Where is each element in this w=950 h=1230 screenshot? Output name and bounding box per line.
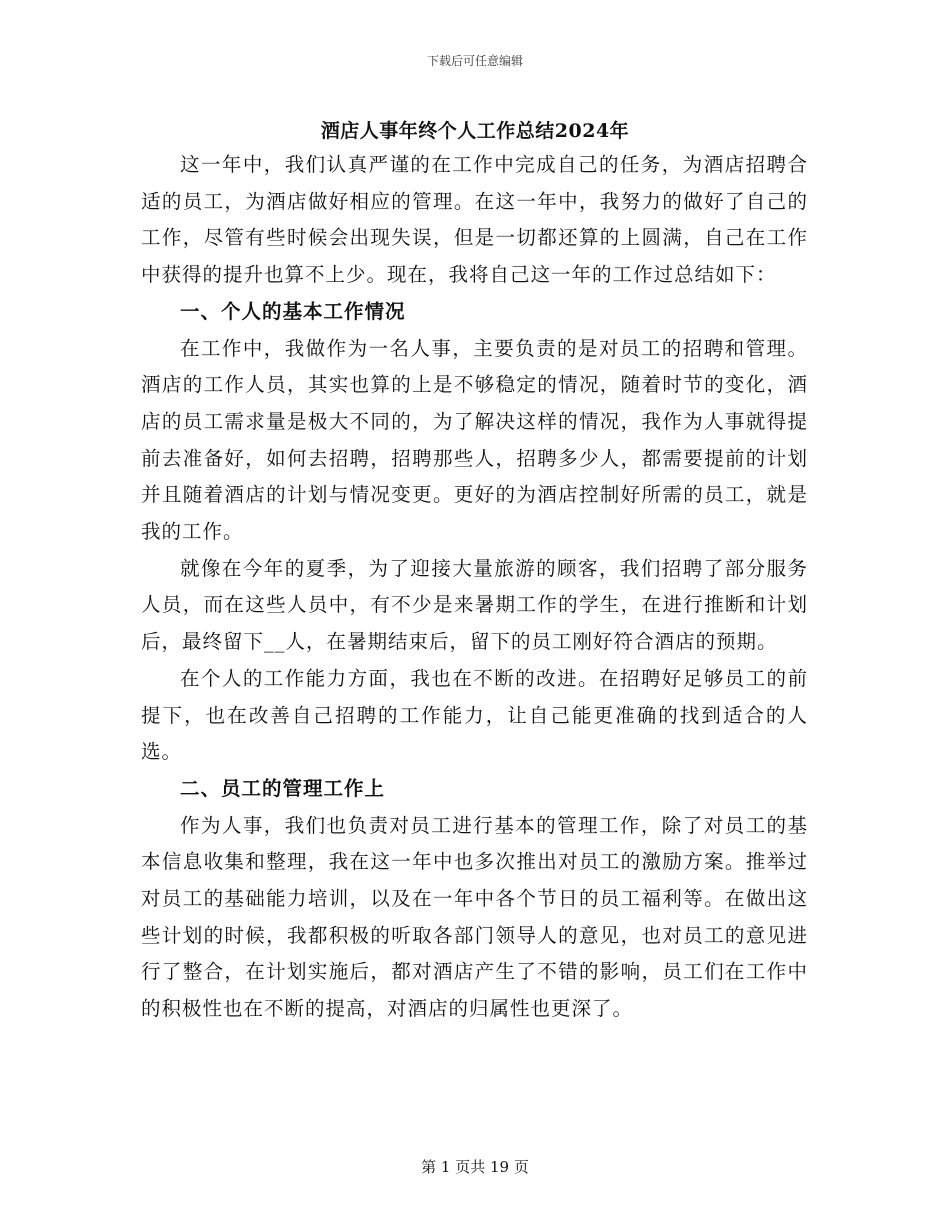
section-heading-1: 一、个人的基本工作情况 <box>180 299 406 323</box>
paragraph: 在个人的工作能力方面，我也在不断的改进。在招聘好足够员工的前提下，也在改善自己招聘的工作能力，让自己能更准确的找到适合的人选。 <box>141 666 808 764</box>
document-title: 酒店人事年终个人工作总结2024年 <box>320 120 630 142</box>
paragraph: 作为人事，我们也负责对员工进行基本的管理工作，除了对员工的基本信息收集和整理，我在这一年中也多次推出对员工的激励方案。推举过对员工的基础能力培训，以及在一年中各个节日的员工福利等。在做出这些计划的时候，我都积极的听取各部门领导人的意见，也对员工的意见进行了整合，在计划实施后，都对酒店产生了不错的影响，员工们在工作中的积极性也在不断的提高，对酒店的归属性也更深了。 <box>141 813 808 1021</box>
paragraph-intro: 这一年中，我们认真严谨的在工作中完成自己的任务，为酒店招聘合适的员工，为酒店做好相应的管理。在这一年中，我努力的做好了自己的工作，尽管有些时候会出现失误，但是一切都还算的上圆满，自己在工作中获得的提升也算不上少。现在，我将自己这一年的工作过总结如下： <box>141 153 808 287</box>
paragraph: 在工作中，我做作为一名人事，主要负责的是对员工的招聘和管理。酒店的工作人员，其实也算的上是不够稳定的情况，随着时节的变化，酒店的员工需求量是极大不同的，为了解决这样的情况，我作为人事就得提前去准备好，如何去招聘，招聘那些人，招聘多少人，都需要提前的计划并且随着酒店的计划与情况变更。更好的为酒店控制好所需的员工，就是我的工作。 <box>141 336 808 544</box>
document-body <box>141 147 808 1028</box>
page-footer: 第 1 页共 19 页 <box>421 1158 529 1176</box>
page-header: 下载后可任意编辑 <box>426 54 523 68</box>
section-heading-2: 二、员工的管理工作上 <box>180 776 386 800</box>
paragraph: 就像在今年的夏季，为了迎接大量旅游的顾客，我们招聘了部分服务人员，而在这些人员中，有不少是来暑期工作的学生，在进行推断和计划后，最终留下__人，在暑期结束后，留下的员工刚好符合酒店的预期。 <box>141 556 808 654</box>
